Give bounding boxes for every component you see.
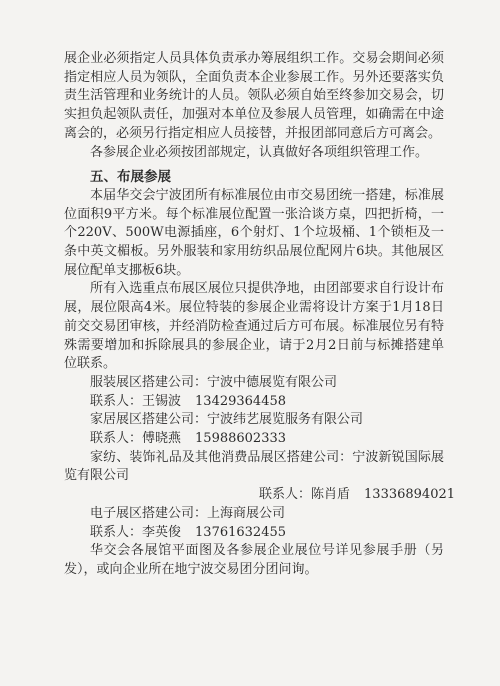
contact-textile-person — [64, 486, 456, 505]
company-name: 宁波纬艺展览服务有限公司 — [207, 412, 364, 428]
paragraph-special-booth: 所有入选重点布展区展位只提供净地，由团部要求自行设计布展，展位限高4米。展位特装的参展企业需将设计方案于1月18日前交交易团审核，并经消防检查通过后方可布展。标准展位另有特殊需要增加和拆除展具的参展企业，请于2月2日前与标摊搭建单位联系。 — [64, 281, 444, 372]
person-label: 联系人： — [90, 431, 143, 447]
section-heading: 五、布展参展 — [90, 169, 171, 186]
contact-home-person — [64, 430, 444, 449]
company-name: 宁波中德展览有限公司 — [207, 374, 338, 390]
person-name: 傅晓燕 — [142, 431, 182, 447]
contact-label: 家居展区搭建公司： — [90, 412, 208, 428]
company-name: 上海商展公司 — [207, 505, 286, 521]
person-name: 陈肖盾 — [311, 487, 351, 503]
contact-label: 服装展区搭建公司： — [90, 374, 208, 390]
person-label: 联系人： — [259, 487, 312, 503]
contact-garment-person — [64, 393, 444, 412]
paragraph-staff-arrangement: 展企业必须指定人员具体负责承办筹展组织工作。交易会期间必须指定相应人员为领队，全面负责本企业参展工作。另外还要落实负责生活管理和业务统计的人员。领队必须自始至终参加交易会，切实担负起领队责任，加强对本单位及参展人员管理，如确需在中途离会的，必须另行指定相应人员接替，并报团部同意后方可离会。 — [64, 51, 444, 141]
person-label: 联系人： — [90, 393, 143, 409]
contact-home-company — [64, 411, 444, 430]
phone-number: 13761632455 — [195, 524, 287, 540]
person-name: 王锡波 — [142, 393, 182, 409]
phone-number: 13429364458 — [195, 393, 287, 409]
phone-number: 15988602333 — [195, 431, 287, 447]
phone-number: 13336894021 — [364, 487, 456, 503]
contact-garment-company — [64, 374, 444, 393]
contact-electronics-person — [64, 524, 444, 543]
contact-textile-company: 家纺、装饰礼品及其他消费品展区搭建公司：宁波新锐国际展览有限公司 — [64, 449, 444, 484]
paragraph-organization-requirement: 各参展企业必须按团部规定，认真做好各项组织管理工作。 — [90, 144, 429, 160]
person-label: 联系人： — [90, 524, 143, 540]
contact-label: 电子展区搭建公司： — [90, 505, 208, 521]
person-name: 李英俊 — [142, 524, 182, 540]
contact-electronics-company — [64, 505, 444, 524]
paragraph-standard-booth: 本届华交会宁波团所有标准展位由市交易团统一搭建，标准展位面积9平方米。每个标准展位配置一张洽谈方桌，四把折椅，一个220V、500W电源插座，6个射灯、1个垃圾桶、1个锁柜及一条中英文楣板。另外服装和家用纺织品展位配网片6块。其他展区展位配单支挪板6块。 — [64, 187, 444, 278]
paragraph-floor-plan: 华交会各展馆平面图及各参展企业展位号详见参展手册（另发），或向企业所在地宁波交易团分团问询。 — [64, 543, 444, 577]
document-body — [64, 50, 456, 580]
